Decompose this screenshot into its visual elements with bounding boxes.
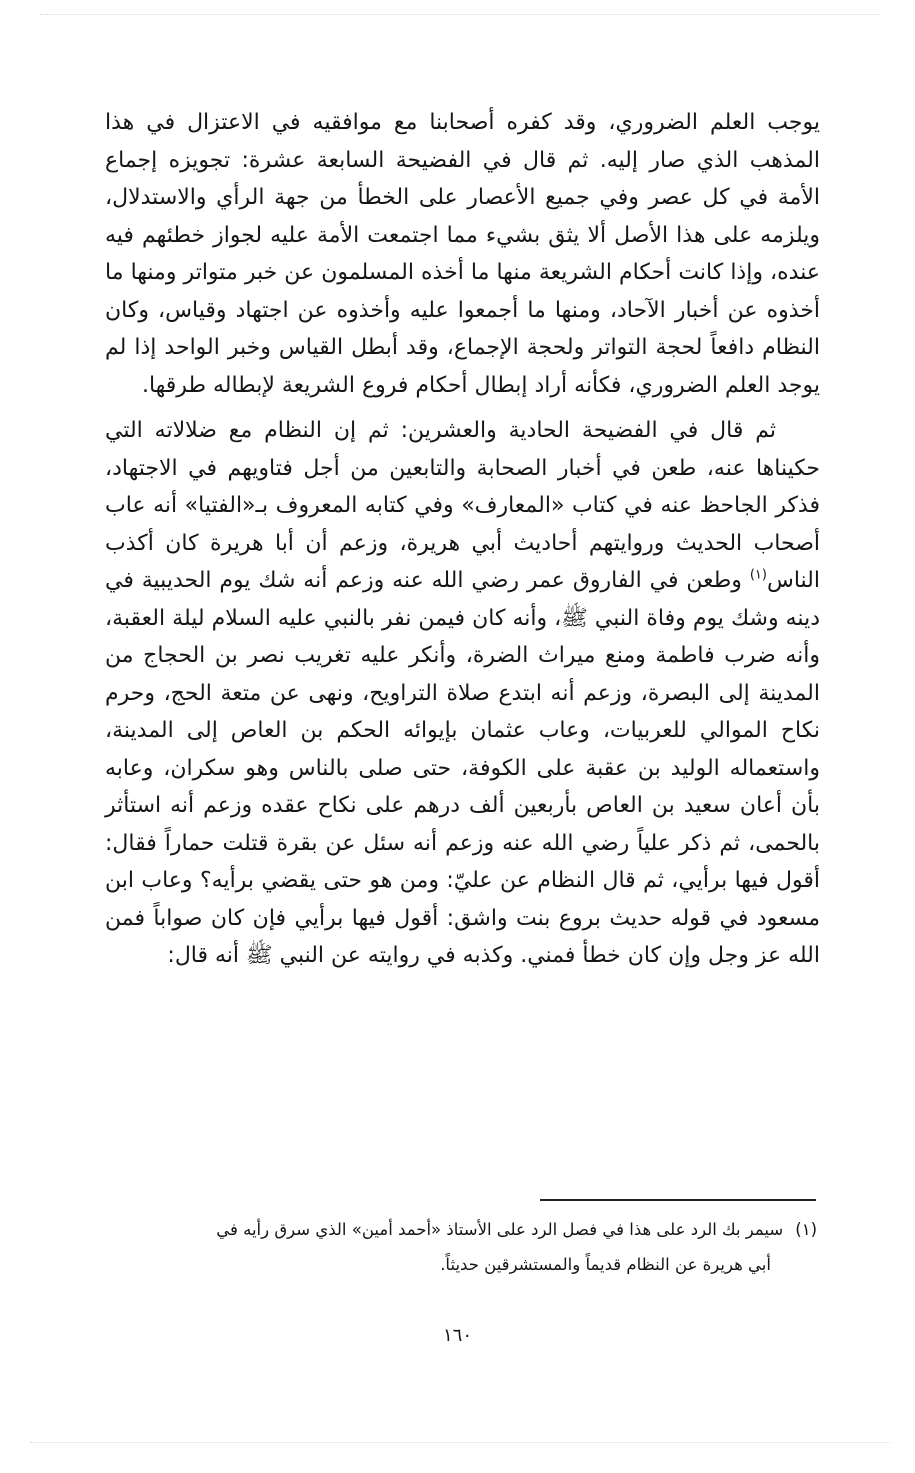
footnote-reference[interactable]: (١) — [749, 567, 767, 583]
scan-top-edge — [40, 14, 880, 15]
footnote-separator — [540, 1199, 816, 1201]
paragraph-1: يوجب العلم الضروري، وقد كفره أصحابنا مع موافقيه في الاعتزال في هذا المذهب الذي صار إليه. ثم قال في الفضيحة السابعة عشرة: تجويزه إجماع الأمة في كل عصر وفي جميع الأعصار على الخطأ من جهة الرأي والاستدلال، ويلزمه على هذا الأصل ألا يثق بشيء مما اجتمعت الأمة عليه لجواز خطئهم فيه عنده، وإذا كانت أحكام الشريعة منها ما أخذه المسلمون عن خبر متواتر ومنها ما أخذوه عن أخبار الآحاد، ومنها ما أجمعوا عليه وأخذوه عن اجتهاد وقياس، وكان النظام دافعاً لحجة التواتر ولحجة الإجماع، وقد أبطل القياس وخبر الواحد إذا لم يوجد العلم الضروري، فكأنه أراد إبطال أحكام فروع الشريعة لإبطاله طرقها. — [105, 110, 820, 398]
footnote-line-2: أبي هريرة عن النظام قديماً والمستشرقين حديثاً. — [440, 1255, 771, 1274]
footnote — [105, 1212, 817, 1282]
paragraph-2 — [105, 412, 820, 975]
page-number: ١٦٠ — [442, 1325, 472, 1346]
paragraph-2-start: ثم قال في الفضيحة الحادية والعشرين: ثم إن النظام مع ضلالاته التي حكيناها عنه، طعن في أخبار الصحابة والتابعين من أجل فتاويهم في الاجتهاد، فذكر الجاحظ عنه في كتاب «المعارف» وفي كتابه المعروف بـ«الفتيا» أنه عاب أصحاب الحديث وروايتهم أحاديث أبي هريرة، وزعم أن أبا هريرة كان أكذب الناس — [105, 418, 820, 593]
scan-bottom-edge — [30, 1442, 890, 1443]
footnote-line-1: سيمر بك الرد على هذا في فصل الرد على الأستاذ «أحمد أمين» الذي سرق رأيه في — [216, 1220, 784, 1239]
footnote-number: (١) — [795, 1220, 817, 1239]
paragraph-2-rest: وطعن في الفاروق عمر رضي الله عنه وزعم أنه شك يوم الحديبية في دينه وشك يوم وفاة النبي ﷺ، وأنه كان فيمن نفر بالنبي عليه السلام ليلة العقبة، وأنه ضرب فاطمة ومنع ميراث الضرة، وأنكر عليه تغريب نصر بن الحجاج من المدينة إلى البصرة، وزعم أنه ابتدع صلاة التراويح، ونهى عن متعة الحج، وحرم نكاح الموالي للعربيات، وعاب عثمان بإيوائه الحكم بن العاص إلى المدينة، واستعماله الوليد بن عقبة على الكوفة، حتى صلى بالناس وهو سكران، وعابه بأن أعان سعيد بن العاص بأربعين ألف درهم على نكاح عقده وزعم أنه استأثر بالحمى، ثم ذكر علياً رضي الله عنه وزعم أنه سئل عن بقرة قتلت حماراً فقال: أقول فيها برأيي، ثم قال النظام عن عليّ: ومن هو حتى يقضي برأيه؟ وعاب ابن مسعود في قوله حديث بروع بنت واشق: أقول فيها برأيي فإن كان صواباً فمن الله عز وجل وإن كان خطأ فمني. وكذبه في روايته عن النبي ﷺ أنه قال: — [105, 568, 820, 968]
main-text — [105, 104, 820, 975]
